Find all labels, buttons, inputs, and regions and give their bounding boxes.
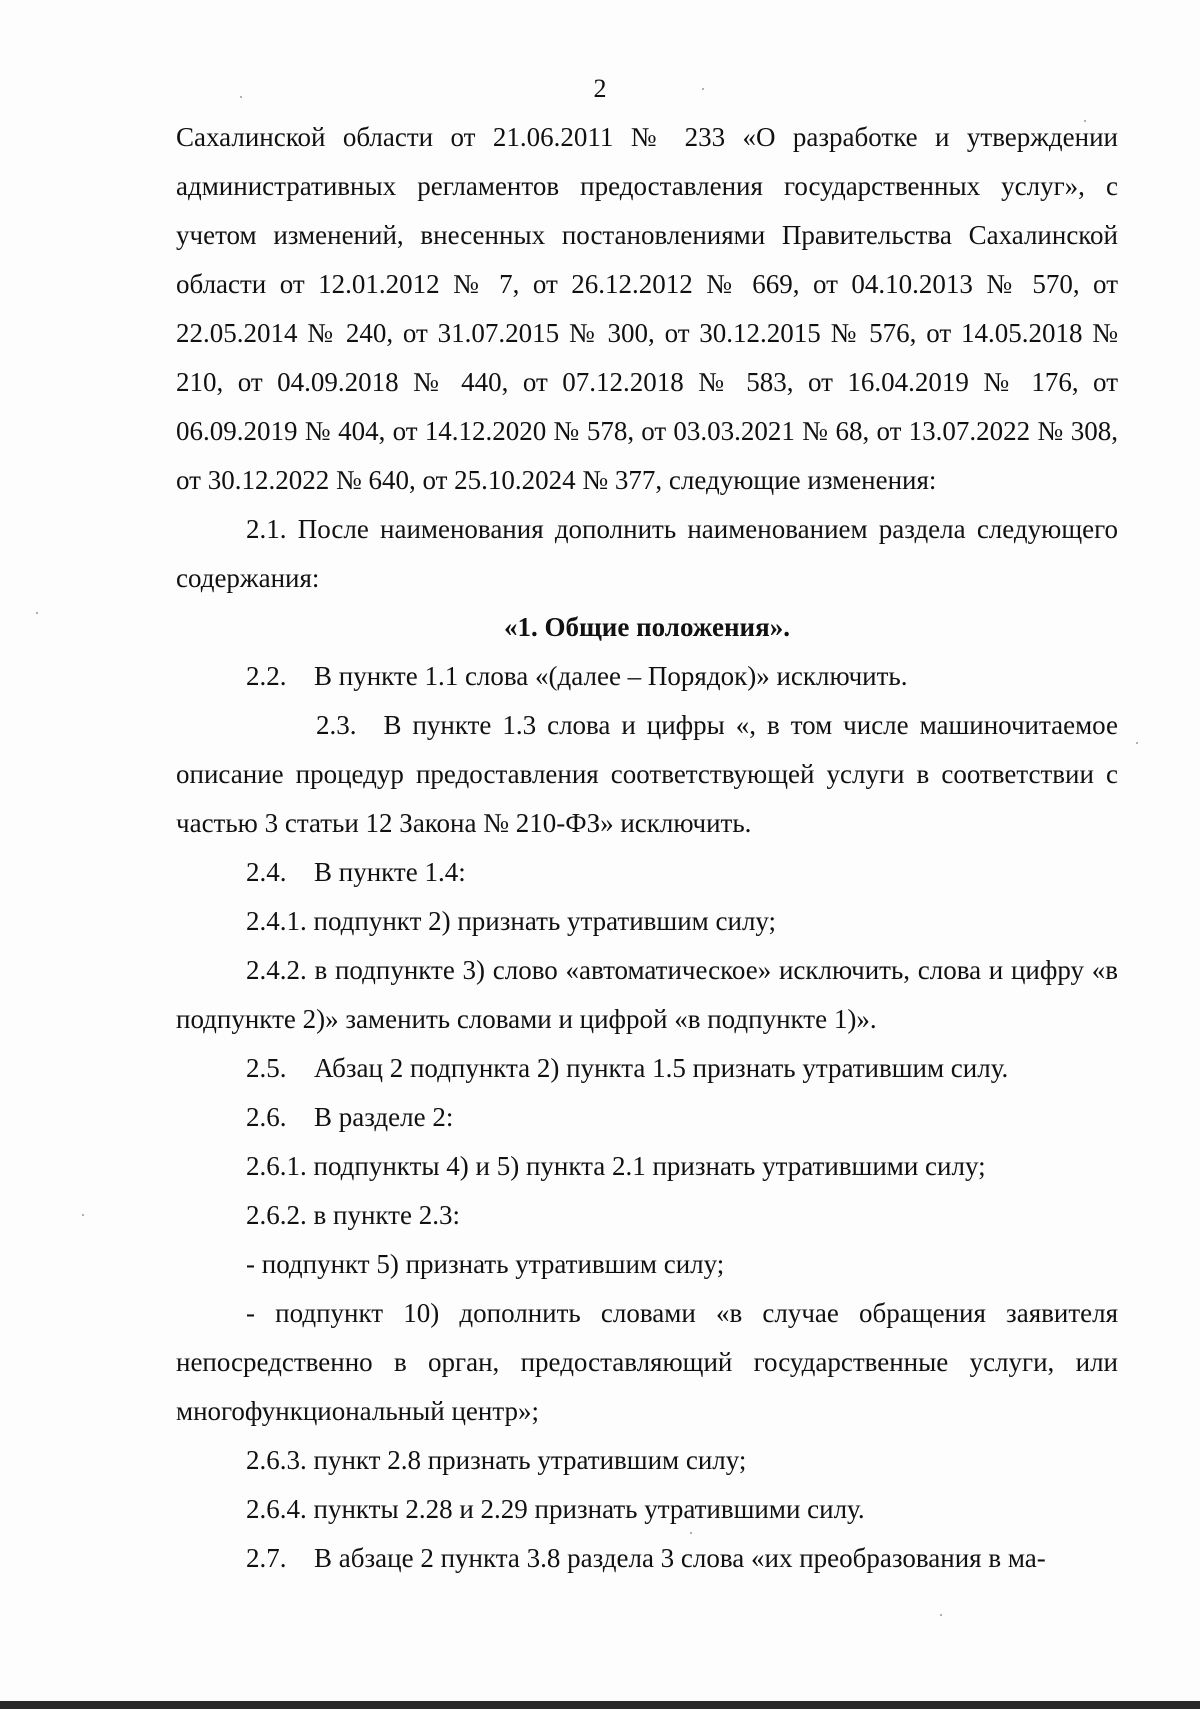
paragraph-2-5 (176, 1044, 1118, 1093)
paragraph-dash-1: - подпункт 5) признать утратившим силу; (246, 1249, 725, 1279)
paragraph-number: 2.6. (246, 1102, 287, 1132)
paragraph-2-6 (176, 1093, 1118, 1142)
scan-edge-line (0, 1701, 1200, 1709)
paragraph-2-1: 2.1. После наименования дополнить наименованием раздела следующего содержания: (176, 514, 1118, 593)
paragraph-text: В пункте 1.1 слова «(далее – Порядок)» исключить. (314, 661, 908, 691)
document-body (176, 113, 1118, 1583)
paragraph-number: 2.7. (246, 1543, 287, 1573)
scan-speck (82, 1214, 84, 1216)
scan-speck (1084, 120, 1086, 122)
paragraph-2-3 (176, 701, 1118, 848)
paragraph-2-4 (176, 848, 1118, 897)
scan-speck (36, 612, 38, 614)
paragraph-number: 2.3. (316, 710, 357, 740)
paragraph-dash-2: - подпункт 10) дополнить словами «в случае обращения заявителя непосредственно в орган, предоставляющий государственные услуги, или многофункциональный центр»; (176, 1298, 1118, 1426)
paragraph-number: 2.5. (246, 1053, 287, 1083)
paragraph-text: В абзаце 2 пункта 3.8 раздела 3 слова «их преобразования в ма- (314, 1543, 1046, 1573)
paragraph-number: 2.2. (246, 661, 287, 691)
section-heading: «1. Общие положения». (504, 612, 790, 642)
paragraph-text: В пункте 1.4: (314, 857, 466, 887)
paragraph-2-4-2: 2.4.2. в подпункте 3) слово «автоматическое» исключить, слова и цифру «в подпункте 2)» заменить словами и цифрой «в подпункте 1)». (176, 955, 1118, 1034)
paragraph-2-2 (176, 652, 1118, 701)
paragraph-text: Абзац 2 подпункта 2) пункта 1.5 признать утратившим силу. (314, 1053, 1009, 1083)
paragraph-2-6-1: 2.6.1. подпункты 4) и 5) пункта 2.1 признать утратившими силу; (246, 1151, 986, 1181)
page-number: 2 (593, 74, 607, 103)
scan-speck (690, 1532, 692, 1534)
paragraph-intro: Сахалинской области от 21.06.2011 № 233 «О разработке и утверждении административных регламентов предоставления государственных услуг», с учетом изменений, внесенных постановлениями Правительства Сахалинской области от 12.01.2012 № 7, от 26.12.2012 № 669, от 04.10.2013 № 570, от 22.05.2014 № 240, от 31.07.2015 № 300, от 30.12.2015 № 576, от 14.05.2018 № 210, от 04.09.2018 № 440, от 07.12.2018 № 583, от 16.04.2019 № 176, от 06.09.2019 № 404, от 14.12.2020 № 578, от 03.03.2021 № 68, от 13.07.2022 № 308, от 30.12.2022 № 640, от 25.10.2024 № 377, следующие изменения: (176, 122, 1118, 495)
paragraph-2-4-1: 2.4.1. подпункт 2) признать утратившим силу; (246, 906, 777, 936)
paragraph-2-7 (176, 1534, 1118, 1583)
paragraph-number: 2.4. (246, 857, 287, 887)
paragraph-text: В разделе 2: (314, 1102, 454, 1132)
scan-speck (702, 88, 704, 90)
paragraph-2-6-3: 2.6.3. пункт 2.8 признать утратившим силу; (246, 1445, 747, 1475)
scan-speck (240, 96, 242, 98)
paragraph-text: В пункте 1.3 слова и цифры «, в том числе машиночитаемое описание процедур предоставления соответствующей услуги в соответствии с частью 3 статьи 12 Закона № 210-ФЗ» исключить. (176, 710, 1118, 838)
scan-speck (1136, 742, 1138, 744)
paragraph-2-6-4: 2.6.4. пункты 2.28 и 2.29 признать утратившими силу. (246, 1494, 865, 1524)
paragraph-2-6-2: 2.6.2. в пункте 2.3: (246, 1200, 460, 1230)
scan-speck (940, 1614, 942, 1616)
